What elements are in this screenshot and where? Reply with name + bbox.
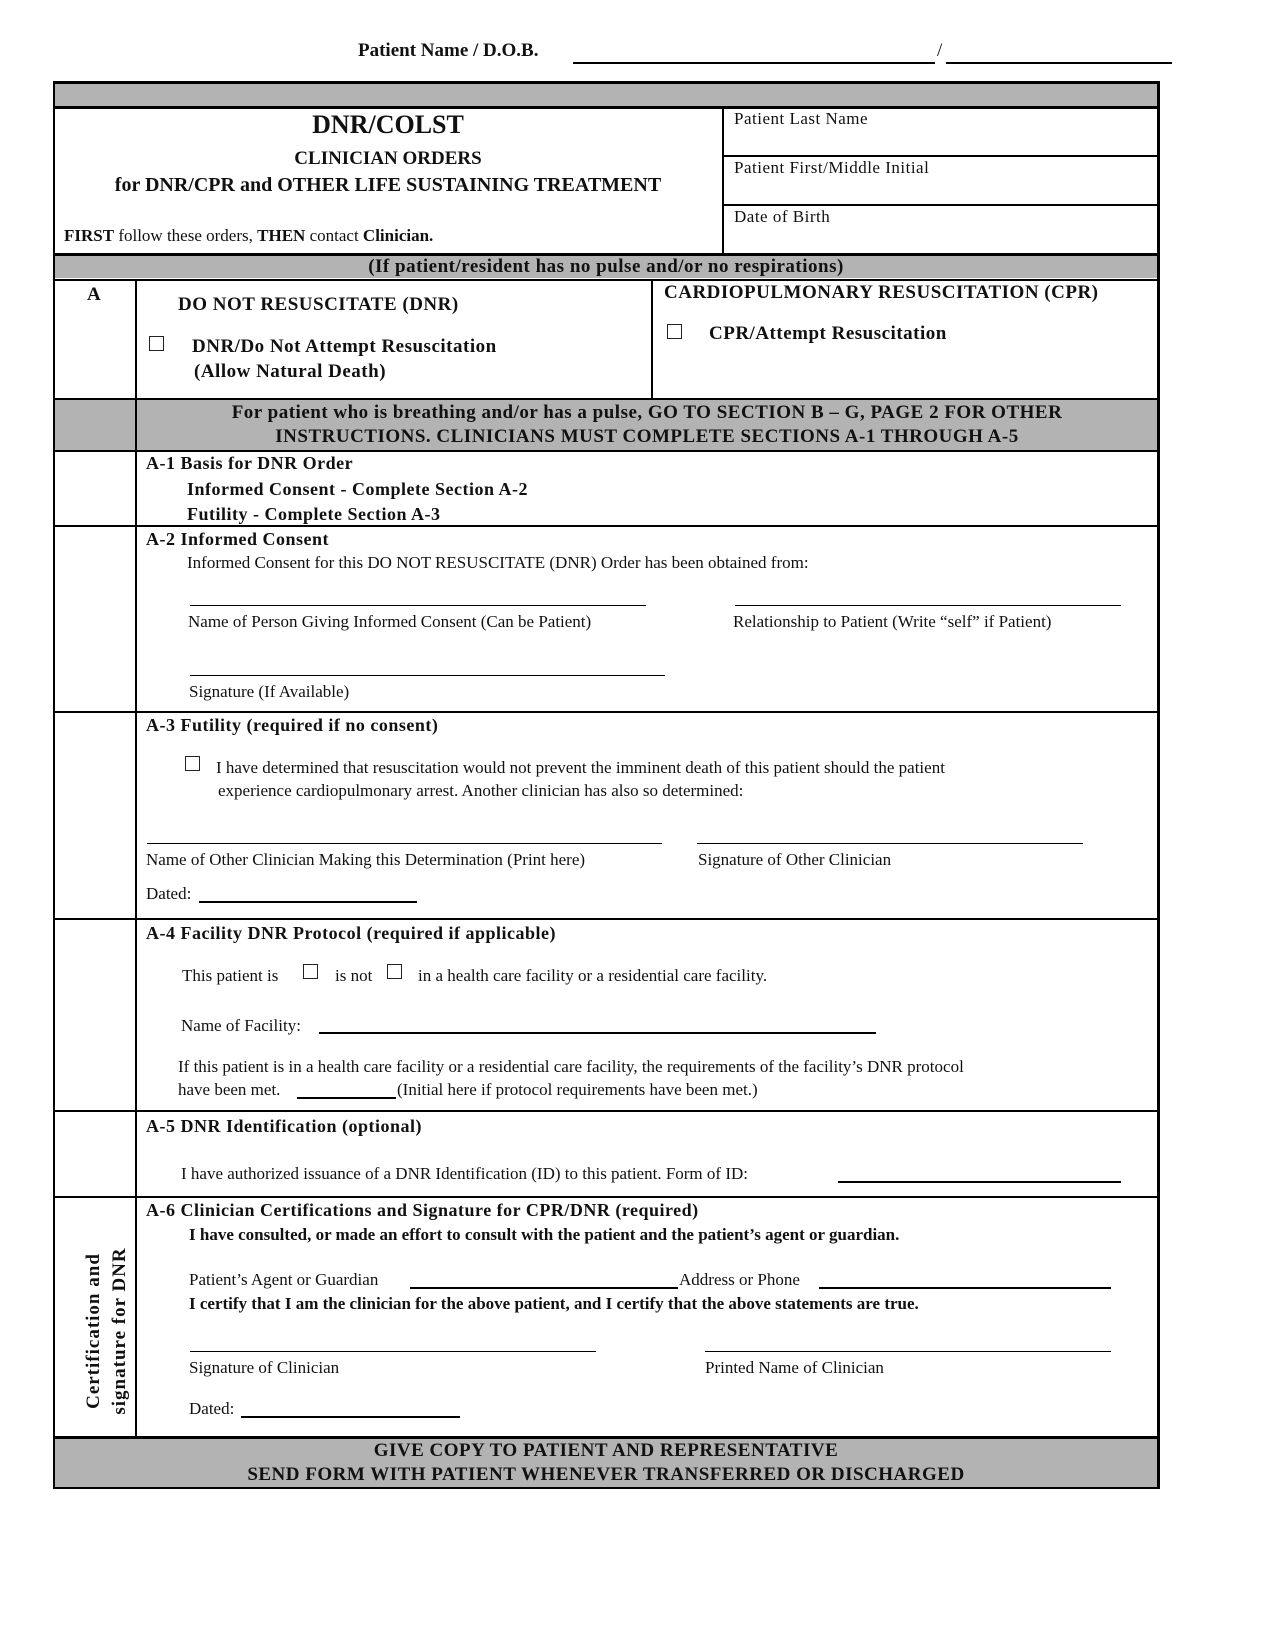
protocol-initial-field[interactable] <box>297 1097 396 1099</box>
a6-dated-label: Dated: <box>189 1399 235 1418</box>
cpr-heading: CARDIOPULMONARY RESUSCITATION (CPR) <box>664 282 1099 303</box>
a6-side-label-line1: Certification and <box>83 1253 104 1409</box>
top-banner <box>54 82 1158 106</box>
dnr-id-statement: I have authorized issuance of a DNR Identification (ID) to this patient. Form of ID: <box>181 1164 748 1183</box>
address-phone-label: Address or Phone <box>679 1270 800 1289</box>
form-subtitle-2: for DNR/CPR and OTHER LIFE SUSTAINING TREATMENT <box>114 174 662 196</box>
patient-name-field[interactable] <box>573 62 935 64</box>
a1-item-informed-consent: Informed Consent - Complete Section A-2 <box>187 479 528 499</box>
other-clinician-signature-label: Signature of Other Clinician <box>698 850 892 869</box>
divider <box>53 525 1159 527</box>
other-clinician-name-label: Name of Other Clinician Making this Determination (Print here) <box>146 850 586 869</box>
patient-dob-input[interactable] <box>724 226 1156 252</box>
a3-dated-field[interactable] <box>199 901 417 903</box>
divider <box>53 1110 1159 1112</box>
patient-name-dob-label: Patient Name / D.O.B. <box>358 40 539 61</box>
first-word: FIRST <box>64 226 115 245</box>
divider <box>53 106 1159 109</box>
certify-statement: I certify that I am the clinician for the above patient, and I certify that the above statements are true. <box>189 1294 919 1313</box>
footer-line2: SEND FORM WITH PATIENT WHENEVER TRANSFERRED OR DISCHARGED <box>247 1464 965 1485</box>
table-left-border <box>53 81 55 1489</box>
a5-heading: A-5 DNR Identification (optional) <box>146 1116 422 1136</box>
form-title: DNR/COLST <box>312 110 464 139</box>
is-not-label: is not <box>335 966 373 985</box>
clinician-word: Clinician. <box>362 226 434 245</box>
divider <box>53 711 1159 713</box>
footer-line1: GIVE COPY TO PATIENT AND REPRESENTATIVE <box>373 1440 839 1461</box>
instruction-mid: follow these orders, <box>114 226 258 245</box>
in-facility-label: in a health care facility or a residential care facility. <box>418 966 768 985</box>
divider <box>723 155 1158 157</box>
clinician-printed-name-label: Printed Name of Clinician <box>705 1358 884 1377</box>
a1-item-futility: Futility - Complete Section A-3 <box>187 504 441 524</box>
clinician-signature-label: Signature of Clinician <box>189 1358 340 1377</box>
futility-statement-line1: I have determined that resuscitation would not prevent the imminent death of this patient should the patient <box>216 758 945 777</box>
protocol-line2b: (Initial here if protocol requirements have been met.) <box>397 1080 758 1099</box>
table-top-border <box>53 81 1159 84</box>
no-pulse-banner-text: (If patient/resident has no pulse and/or no respirations) <box>368 256 844 277</box>
form-subtitle-1: CLINICIAN ORDERS <box>294 148 482 169</box>
relationship-label: Relationship to Patient (Write “self” if Patient) <box>733 612 1052 631</box>
divider <box>53 918 1159 920</box>
in-facility-checkbox[interactable] <box>303 964 318 979</box>
facility-name-field[interactable] <box>319 1032 876 1034</box>
address-phone-field[interactable] <box>819 1287 1111 1289</box>
divider <box>53 1196 1159 1198</box>
futility-statement-line2: experience cardiopulmonary arrest. Another clinician has also so determined: <box>218 781 744 800</box>
patient-dob-label: Date of Birth <box>734 207 831 226</box>
patient-first-middle-label: Patient First/Middle Initial <box>734 158 930 177</box>
dob-field[interactable] <box>946 62 1172 64</box>
agent-guardian-label: Patient’s Agent or Guardian <box>189 1270 379 1289</box>
a3-heading: A-3 Futility (required if no consent) <box>146 715 439 735</box>
divider <box>53 450 1159 452</box>
dnr-option-line2: (Allow Natural Death) <box>194 361 387 382</box>
table-right-border <box>1157 81 1160 1489</box>
consent-signature-field[interactable] <box>190 675 665 676</box>
dnr-cpr-divider <box>651 280 653 398</box>
breathing-banner-line1: For patient who is breathing and/or has a pulse, GO TO SECTION B – G, PAGE 2 FOR OTHER <box>231 402 1063 423</box>
patient-last-name-label: Patient Last Name <box>734 109 869 128</box>
not-in-facility-checkbox[interactable] <box>387 964 402 979</box>
divider <box>53 279 1159 281</box>
table-bottom-border <box>53 1487 1159 1489</box>
a6-side-label-line2: signature for DNR <box>109 1247 130 1415</box>
consent-signature-label: Signature (If Available) <box>189 682 350 701</box>
clinician-printed-name-field[interactable] <box>705 1351 1111 1352</box>
facility-name-label: Name of Facility: <box>181 1016 301 1035</box>
protocol-line1: If this patient is in a health care facility or a residential care facility, the requirements of the facility’s DNR protocol <box>178 1057 964 1076</box>
first-instruction <box>64 226 433 246</box>
dnr-option-line1: DNR/Do Not Attempt Resuscitation <box>192 336 497 357</box>
other-clinician-name-field[interactable] <box>147 843 662 844</box>
this-patient-is-label: This patient is <box>182 966 279 985</box>
patient-last-name-input[interactable] <box>724 128 1156 154</box>
a2-intro: Informed Consent for this DO NOT RESUSCITATE (DNR) Order has been obtained from: <box>187 553 809 572</box>
a3-dated-label: Dated: <box>146 884 192 903</box>
a6-dated-field[interactable] <box>241 1416 460 1418</box>
a6-heading: A-6 Clinician Certifications and Signature for CPR/DNR (required) <box>146 1200 699 1220</box>
breathing-banner-line2: INSTRUCTIONS. CLINICIANS MUST COMPLETE SECTIONS A-1 THROUGH A-5 <box>275 426 1019 447</box>
divider <box>723 204 1158 206</box>
left-column-divider <box>135 280 137 1437</box>
cpr-checkbox[interactable] <box>667 324 682 339</box>
section-a-letter: A <box>87 284 101 305</box>
instruction-contact: contact <box>305 226 363 245</box>
patient-first-middle-input[interactable] <box>724 178 1156 203</box>
consent-name-field[interactable] <box>190 605 646 606</box>
form-of-id-field[interactable] <box>838 1181 1121 1183</box>
dnr-checkbox[interactable] <box>149 336 164 351</box>
consult-statement: I have consulted, or made an effort to consult with the patient and the patient’s agent or guardian. <box>189 1225 900 1244</box>
cpr-option: CPR/Attempt Resuscitation <box>709 323 947 344</box>
a2-heading: A-2 Informed Consent <box>146 529 329 549</box>
protocol-line2a: have been met. <box>178 1080 281 1099</box>
dnr-heading: DO NOT RESUSCITATE (DNR) <box>178 294 459 315</box>
relationship-field[interactable] <box>735 605 1121 606</box>
a1-heading: A-1 Basis for DNR Order <box>146 453 354 473</box>
consent-name-label: Name of Person Giving Informed Consent (Can be Patient) <box>188 612 592 631</box>
then-word: THEN <box>257 226 306 245</box>
a4-heading: A-4 Facility DNR Protocol (required if applicable) <box>146 923 556 943</box>
futility-checkbox[interactable] <box>185 756 200 771</box>
agent-guardian-field[interactable] <box>410 1287 678 1289</box>
clinician-signature-field[interactable] <box>190 1351 596 1352</box>
dob-separator: / <box>937 40 943 61</box>
other-clinician-signature-field[interactable] <box>697 843 1083 844</box>
